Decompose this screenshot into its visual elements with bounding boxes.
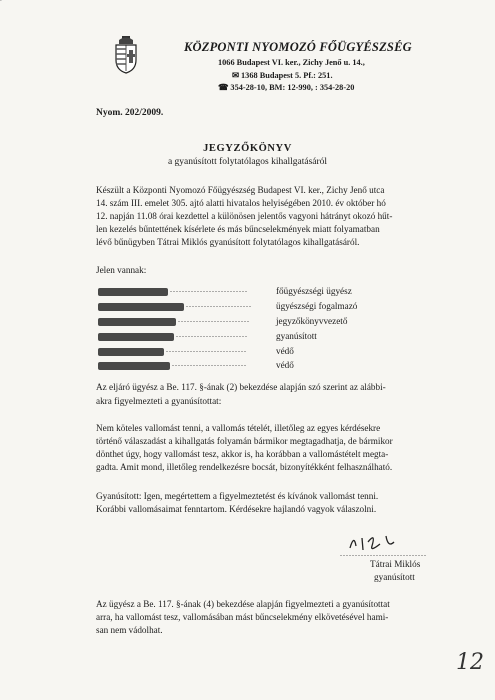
dot-leader: ........................	[176, 330, 248, 339]
attendee-role: védő	[276, 346, 294, 356]
telephone-icon: ☎	[218, 83, 229, 92]
dot-leader: ...........................	[166, 345, 247, 354]
reference-number: Nyom. 202/2009.	[96, 108, 164, 118]
present-heading: Jelen vannak:	[96, 265, 147, 275]
final-line: Az ügyész a Be. 117. §-ának (4) bekezdése alapján figyelmezteti a gyanúsítottat	[96, 599, 390, 609]
scan-edge-line	[0, 0, 62, 1]
postal-address: ✉ 1368 Budapest 5. Pf.: 251.	[232, 71, 333, 80]
warning-intro-line: akra figyelmezteti a gyanúsítottat:	[96, 396, 222, 406]
address-line: 1066 Budapest VI. ker., Zichy Jenő u. 14.,	[218, 58, 365, 67]
suspect-answer-line: Korábbi vallomásaimat fenntartom. Kérdésekre hajlandó vagyok válaszolni.	[96, 504, 377, 514]
redacted-name	[98, 362, 170, 370]
warning-line: gadta. Amit mond, illetőleg rendelkezésre bocsát, bizonyítékként felhasználható.	[96, 462, 393, 472]
organization-name: KÖZPONTI NYOMOZÓ FŐÜGYÉSZSÉG	[184, 40, 412, 54]
redacted-name	[98, 318, 176, 326]
phone-numbers: ☎ 354-28-10, BM: 12-990, : 354-28-20	[218, 83, 355, 92]
document-subtitle: a gyanúsított folytatólagos kihallgatásáról	[167, 157, 328, 167]
attendee-role: gyanúsított	[276, 331, 317, 341]
warning-intro-line: Az eljáró ügyész a Be. 117. §-ának (2) bekezdése alapján szó szerint az alábbi-	[96, 382, 386, 392]
attendee-role: ügyészségi fogalmazó	[276, 301, 358, 311]
intro-line: len kezelés bűntettének kísérlete és más bűncselekmények miatt folyamatban	[96, 224, 380, 234]
handwritten-page-number: 12	[456, 650, 484, 675]
final-line: arra, ha vallomást tesz, vallomásában mást bűncselekmény elkövetésével hami-	[96, 612, 389, 622]
intro-line: lévő bűnügyben Tátrai Miklós gyanúsított folytatólagos kihallgatásáról.	[96, 237, 360, 247]
attendee-role: főügyészségi ügyész	[276, 286, 352, 296]
envelope-icon: ✉	[232, 71, 239, 80]
redacted-name	[98, 348, 164, 356]
final-line: san nem vádolhat.	[96, 625, 163, 635]
redacted-name	[98, 288, 168, 296]
warning-line: Nem köteles vallomást tenni, a vallomás tételét, illetőleg az egyes kérdésekre	[96, 423, 381, 433]
signatory-role: gyanúsított	[374, 572, 415, 582]
redacted-name	[98, 303, 184, 311]
intro-line: 14. szám III. emelet 305. ajtó alatti hivatalos helyiségében 2010. év október hó	[96, 198, 386, 208]
warning-line: dönthet úgy, hogy vallomást tesz, akkor is, ha korábban a vallomástételt megta-	[96, 449, 389, 459]
attendee-role: jegyzőkönyvvezető	[276, 316, 348, 326]
warning-line: történő válaszadást a kihallgatás folyamán bármikor megtagadhatja, de bármikor	[96, 436, 393, 446]
signature-line: .............................	[340, 549, 427, 558]
redacted-name	[98, 333, 174, 341]
signatory-name: Tátrai Miklós	[370, 559, 421, 569]
dot-leader: .........................	[172, 359, 247, 368]
coat-of-arms-icon	[113, 36, 139, 74]
attendee-role: védő	[276, 360, 294, 370]
dot-leader: ......................	[186, 300, 252, 309]
dot-leader: ..........................	[170, 285, 248, 294]
suspect-answer-line: Gyanúsított: Igen, megértettem a figyelmeztetést és kívánok vallomást tenni.	[96, 491, 379, 501]
document-title: JEGYZŐKÖNYV	[203, 143, 292, 154]
intro-line: Készült a Központi Nyomozó Főügyészség Budapest VI. ker., Zichy Jenő utca	[96, 185, 385, 195]
dot-leader: ........................	[178, 315, 250, 324]
intro-line: 12. napján 11.08 órai kezdettel a különösen jelentős vagyoni hátrányt okozó hűt-	[96, 211, 393, 221]
